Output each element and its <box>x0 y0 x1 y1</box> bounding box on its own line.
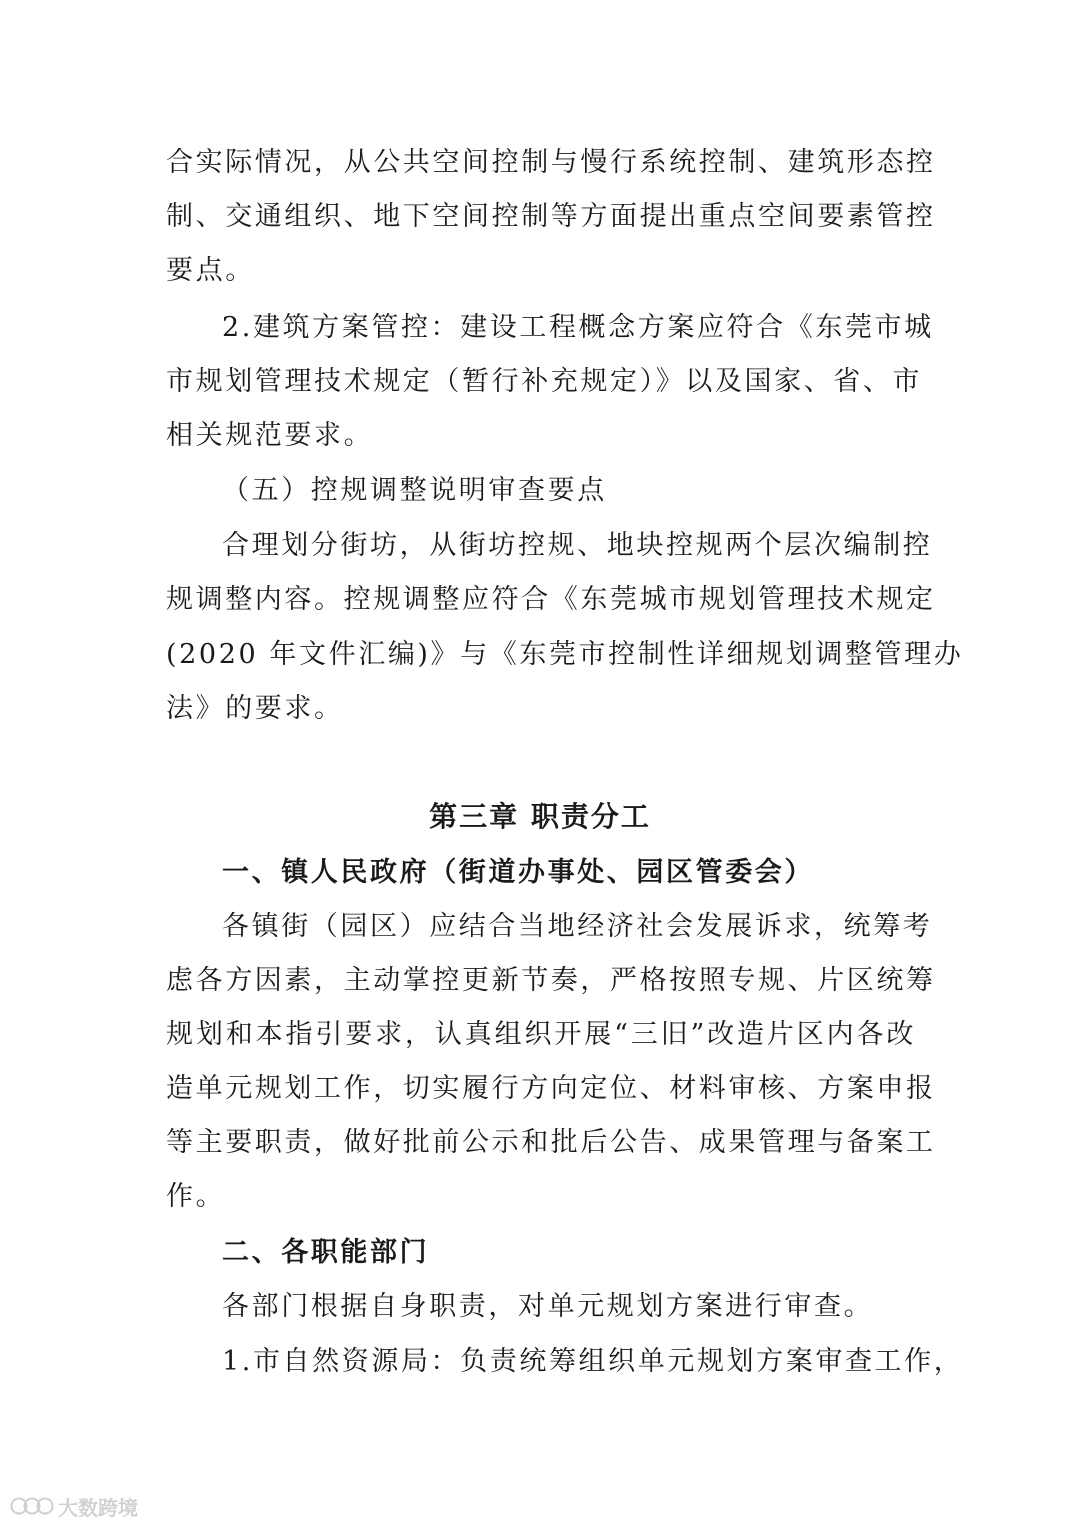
section-5-line-1: 合理划分街坊，从街坊控规、地块控规两个层次编制控 <box>222 530 933 561</box>
part-1-line-6: 作。 <box>166 1181 226 1212</box>
chapter-title: 第三章 职责分工 <box>429 800 651 833</box>
watermark-text: 大数跨境 <box>58 1495 138 1520</box>
part-1-heading: 一、镇人民政府（街道办事处、园区管委会） <box>222 857 814 888</box>
section-5-line-2: 规调整内容。控规调整应符合《东莞城市规划管理技术规定 <box>166 584 936 615</box>
paragraph-2-line-2: 市规划管理技术规定（暂行补充规定）》以及国家、省、市 <box>166 366 923 397</box>
watermark <box>10 1493 138 1519</box>
part-1-line-5: 等主要职责，做好批前公示和批后公告、成果管理与备案工 <box>166 1127 936 1158</box>
paragraph-2-line-1: 2.建筑方案管控：建设工程概念方案应符合《东莞市城 <box>222 312 934 343</box>
part-1-line-3: 规划和本指引要求，认真组织开展“三旧”改造片区内各改 <box>166 1019 916 1050</box>
part-2-heading: 二、各职能部门 <box>222 1237 430 1268</box>
part-1-line-1: 各镇街（园区）应结合当地经济社会发展诉求，统筹考 <box>222 911 933 942</box>
part-2-line-1: 各部门根据自身职责，对单元规划方案进行审查。 <box>222 1291 874 1322</box>
logo-icon <box>10 1495 54 1517</box>
paragraph-1-line-3: 要点。 <box>166 255 255 286</box>
section-5-line-4: 法》的要求。 <box>166 693 344 724</box>
paragraph-2-line-3: 相关规范要求。 <box>166 420 374 451</box>
paragraph-1-line-1: 合实际情况，从公共空间控制与慢行系统控制、建筑形态控 <box>166 147 936 178</box>
part-2-line-2: 1.市自然资源局：负责统筹组织单元规划方案审查工作， <box>222 1346 964 1377</box>
paragraph-1-line-2: 制、交通组织、地下空间控制等方面提出重点空间要素管控 <box>166 201 936 232</box>
part-1-line-2: 虑各方因素，主动掌控更新节奏，严格按照专规、片区统筹 <box>166 965 936 996</box>
part-1-line-4: 造单元规划工作，切实履行方向定位、材料审核、方案申报 <box>166 1073 936 1104</box>
section-5-line-3: (2020 年文件汇编)》与《东莞市控制性详细规划调整管理办 <box>166 639 964 670</box>
section-5-heading: （五）控规调整说明审查要点 <box>222 475 607 506</box>
